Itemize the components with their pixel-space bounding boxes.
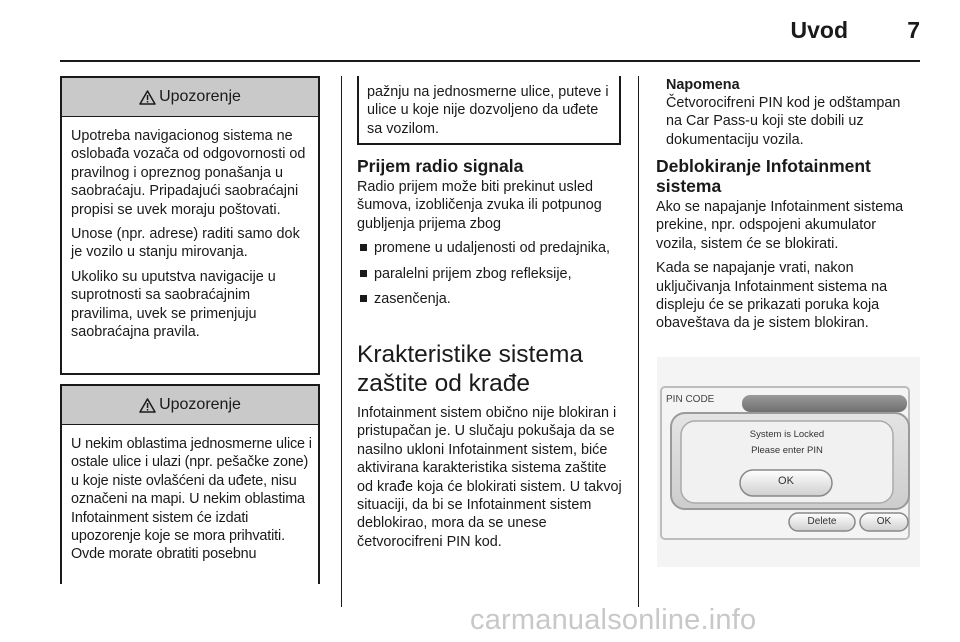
warning-paragraph: pažnju na jednosmerne ulice, puteve i ulice u koje nije dozvoljeno da uđete sa vozilom. (367, 84, 609, 137)
note-title: Napomena (666, 77, 740, 93)
pin-ok-small-button[interactable]: OK (876, 516, 892, 527)
warning-body (62, 117, 318, 349)
pin-code-screen (657, 357, 920, 567)
section-paragraph: Kada se napajanje vrati, nakon uključivanja Infotainment sistema na displeju će se prikazati poruka koja obaveštava da je sistem blokiran. (656, 260, 888, 332)
column-divider-2 (638, 76, 639, 607)
page-number: 7 (907, 17, 920, 43)
section-heading: Prijem radio signala (357, 156, 524, 176)
note-block (666, 76, 918, 149)
pin-screen-title: PIN CODE (666, 394, 715, 405)
bullet-list (357, 239, 625, 308)
section-heading: Deblokiranje Infotainment sistema (656, 156, 871, 196)
pin-screen-graphic (657, 357, 920, 567)
section-paragraph: Ako se napajanje Infotainment sistema prekine, npr. odspojeni akumulator vozila, sistem će se blokirati. (656, 199, 904, 252)
warning-paragraph: Upotreba navigacionog sistema ne oslobađa vozača od odgovornosti od pravilnog i opreznog ponašanja u saobraćaju. Pripadajući saobraćajni propisi se uvek moraju poštovati. (71, 128, 306, 218)
warning-box-2-continued (357, 76, 621, 145)
warning-box-2 (60, 384, 320, 584)
watermark: carmanualsonline.info (470, 604, 757, 636)
list-item: zasenčenja. (357, 290, 625, 308)
section-heading-large: Krakteristike sistema zaštite od krađe (357, 341, 584, 397)
antitheft-section (357, 340, 625, 551)
page-title: Uvod (790, 17, 848, 43)
warning-title: Upozorenje (159, 88, 241, 105)
warning-header (62, 386, 318, 425)
radio-section (357, 156, 625, 315)
warning-box-1 (60, 76, 320, 375)
header-divider (60, 60, 920, 62)
warning-paragraph: Ukoliko su uputstva navigacije u suprotnosti sa saobraćajnim pravilima, uvek se primenjuju saobraćajna pravila. (71, 268, 276, 341)
warning-paragraph: Unose (npr. adrese) raditi samo dok je vozilo u stanju mirovanja. (71, 226, 300, 261)
warning-header (62, 78, 318, 117)
section-paragraph: Infotainment sistem obično nije blokiran i pristupačan je. U slučaju pokušaja da se nasilno ukloni Infotainment sistem, biće aktivirana karakteristika sistema zaštite od krađe koja će blokirati sistem. U takvoj situaciji, da bi se Infotainment sistem deblokirao, mora da se unese četvorocifreni PIN kod. (357, 405, 622, 550)
note-text: Četvorocifreni PIN kod je odštampan na Car Pass-u koji ste dobili uz dokumentaciju vozila. (666, 95, 901, 148)
column-divider-1 (341, 76, 342, 607)
pin-enter-message: Please enter PIN (751, 445, 823, 456)
list-item: paralelni prijem zbog refleksije, (357, 265, 625, 283)
section-paragraph: Radio prijem može biti prekinut usled šumova, izobličenja zvuka ili potpunog gubljenja prijema zbog (357, 179, 602, 232)
warning-body (62, 425, 318, 572)
pin-locked-message: System is Locked (749, 429, 825, 440)
warning-triangle-icon (139, 90, 156, 105)
pin-ok-button[interactable]: OK (778, 475, 794, 487)
warning-title: Upozorenje (159, 396, 241, 413)
pin-delete-button[interactable]: Delete (807, 516, 837, 527)
list-item: promene u udaljenosti od predajnika, (357, 239, 625, 257)
warning-triangle-icon (139, 398, 156, 413)
warning-paragraph: U nekim oblastima jednosmerne ulice i ostale ulice i ulazi (npr. pešačke zone) u koje niste ovlašćeni da uđete, nisu označeni na mapi. U nekim oblastima Infotainment sistem će izdati upozorenje koje se mora prihvatiti. Ovde morate obratiti posebnu (71, 436, 312, 563)
unlock-section (656, 156, 918, 333)
